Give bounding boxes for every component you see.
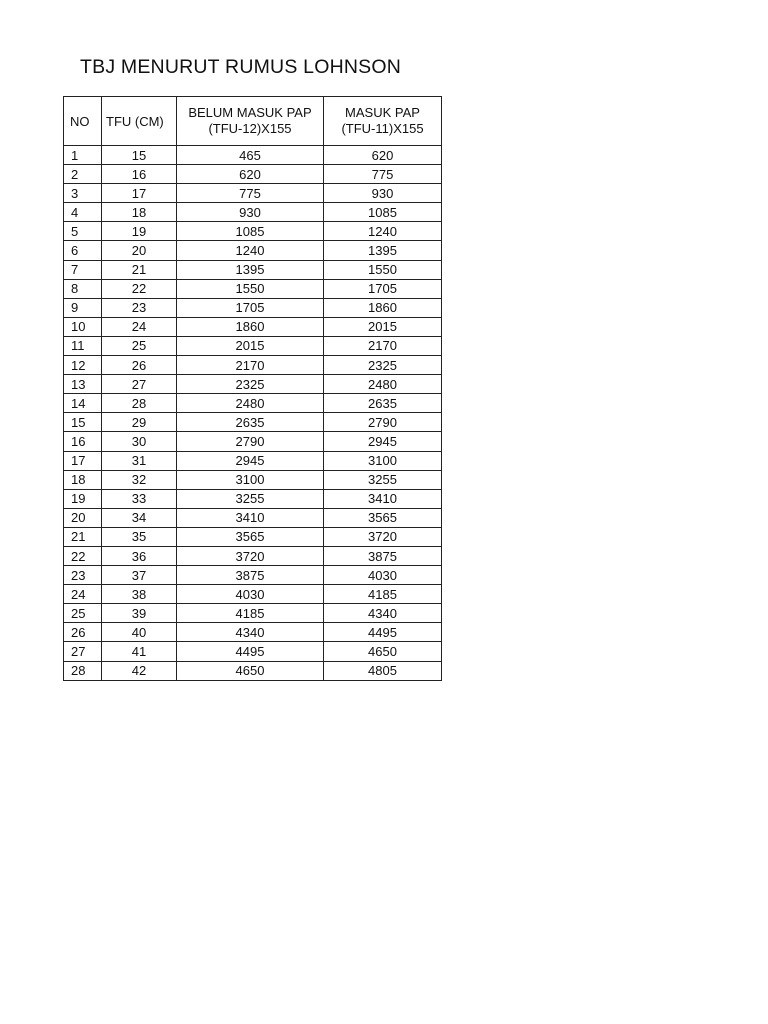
tbj-table: [63, 96, 442, 681]
no-cell: 11: [64, 336, 102, 355]
table-row: [64, 184, 442, 203]
belum-masuk-pap-cell: 2790: [177, 432, 324, 451]
table-row: [64, 470, 442, 489]
no-cell: 4: [64, 203, 102, 222]
table-row: [64, 356, 442, 375]
belum-masuk-pap-cell: 1550: [177, 279, 324, 298]
belum-masuk-pap-cell: 4185: [177, 604, 324, 623]
no-cell: 17: [64, 451, 102, 470]
belum-masuk-pap-cell: 4340: [177, 623, 324, 642]
belum-masuk-pap-cell: 465: [177, 146, 324, 165]
tfu-cell: 39: [102, 604, 177, 623]
masuk-pap-cell: 4805: [324, 661, 442, 680]
belum-masuk-pap-cell: 2480: [177, 394, 324, 413]
tfu-cell: 16: [102, 165, 177, 184]
table-header: [64, 97, 442, 146]
header-belum-masuk-pap: [177, 97, 324, 146]
no-cell: 22: [64, 546, 102, 565]
no-cell: 9: [64, 298, 102, 317]
no-cell: 13: [64, 375, 102, 394]
masuk-pap-cell: 4185: [324, 585, 442, 604]
table-row: [64, 527, 442, 546]
no-cell: 16: [64, 432, 102, 451]
table-row: [64, 546, 442, 565]
tfu-cell: 24: [102, 317, 177, 336]
page-title: TBJ MENURUT RUMUS LOHNSON: [80, 56, 401, 78]
belum-masuk-pap-cell: 1860: [177, 317, 324, 336]
tfu-cell: 29: [102, 413, 177, 432]
table-row: [64, 241, 442, 260]
belum-masuk-pap-cell: 3720: [177, 546, 324, 565]
tfu-cell: 22: [102, 279, 177, 298]
table-row: [64, 661, 442, 680]
tfu-cell: 15: [102, 146, 177, 165]
table-row: [64, 432, 442, 451]
no-cell: 2: [64, 165, 102, 184]
table-row: [64, 165, 442, 184]
masuk-pap-cell: 1395: [324, 241, 442, 260]
header-masuk-line2: (TFU-11)X155: [341, 121, 424, 136]
masuk-pap-cell: 620: [324, 146, 442, 165]
masuk-pap-cell: 1085: [324, 203, 442, 222]
no-cell: 24: [64, 585, 102, 604]
table-row: [64, 222, 442, 241]
table-row: [64, 317, 442, 336]
table-row: [64, 146, 442, 165]
tfu-cell: 19: [102, 222, 177, 241]
belum-masuk-pap-cell: 1085: [177, 222, 324, 241]
masuk-pap-cell: 3565: [324, 508, 442, 527]
masuk-pap-cell: 3410: [324, 489, 442, 508]
belum-masuk-pap-cell: 2635: [177, 413, 324, 432]
header-no: NO: [64, 97, 102, 146]
belum-masuk-pap-cell: 2945: [177, 451, 324, 470]
masuk-pap-cell: 2945: [324, 432, 442, 451]
table-row: [64, 279, 442, 298]
tfu-cell: 31: [102, 451, 177, 470]
masuk-pap-cell: 2480: [324, 375, 442, 394]
tfu-cell: 32: [102, 470, 177, 489]
masuk-pap-cell: 1240: [324, 222, 442, 241]
tfu-cell: 18: [102, 203, 177, 222]
no-cell: 26: [64, 623, 102, 642]
masuk-pap-cell: 4030: [324, 566, 442, 585]
belum-masuk-pap-cell: 2325: [177, 375, 324, 394]
table-row: [64, 451, 442, 470]
header-tfu: TFU (CM): [102, 97, 177, 146]
masuk-pap-cell: 3875: [324, 546, 442, 565]
belum-masuk-pap-cell: 775: [177, 184, 324, 203]
masuk-pap-cell: 2325: [324, 356, 442, 375]
masuk-pap-cell: 1860: [324, 298, 442, 317]
tfu-cell: 41: [102, 642, 177, 661]
masuk-pap-cell: 1550: [324, 260, 442, 279]
no-cell: 7: [64, 260, 102, 279]
masuk-pap-cell: 3720: [324, 527, 442, 546]
tfu-cell: 42: [102, 661, 177, 680]
belum-masuk-pap-cell: 4650: [177, 661, 324, 680]
no-cell: 28: [64, 661, 102, 680]
masuk-pap-cell: 930: [324, 184, 442, 203]
tfu-cell: 33: [102, 489, 177, 508]
no-cell: 15: [64, 413, 102, 432]
header-belum-line2: (TFU-12)X155: [208, 121, 292, 136]
no-cell: 18: [64, 470, 102, 489]
tfu-cell: 35: [102, 527, 177, 546]
table-row: [64, 623, 442, 642]
no-cell: 3: [64, 184, 102, 203]
no-cell: 20: [64, 508, 102, 527]
no-cell: 27: [64, 642, 102, 661]
no-cell: 8: [64, 279, 102, 298]
belum-masuk-pap-cell: 3875: [177, 566, 324, 585]
belum-masuk-pap-cell: 930: [177, 203, 324, 222]
tfu-cell: 23: [102, 298, 177, 317]
belum-masuk-pap-cell: 2170: [177, 356, 324, 375]
table-row: [64, 336, 442, 355]
table-row: [64, 298, 442, 317]
tfu-cell: 34: [102, 508, 177, 527]
belum-masuk-pap-cell: 2015: [177, 336, 324, 355]
table-row: [64, 413, 442, 432]
masuk-pap-cell: 2170: [324, 336, 442, 355]
header-masuk-pap: [324, 97, 442, 146]
header-belum-line1: BELUM MASUK PAP: [188, 105, 312, 120]
tfu-cell: 26: [102, 356, 177, 375]
no-cell: 12: [64, 356, 102, 375]
table-row: [64, 566, 442, 585]
no-cell: 14: [64, 394, 102, 413]
tfu-cell: 20: [102, 241, 177, 260]
tfu-cell: 28: [102, 394, 177, 413]
no-cell: 5: [64, 222, 102, 241]
table-header-row: [64, 97, 442, 146]
masuk-pap-cell: 2790: [324, 413, 442, 432]
tfu-cell: 36: [102, 546, 177, 565]
belum-masuk-pap-cell: 4495: [177, 642, 324, 661]
belum-masuk-pap-cell: 1395: [177, 260, 324, 279]
belum-masuk-pap-cell: 4030: [177, 585, 324, 604]
belum-masuk-pap-cell: 3100: [177, 470, 324, 489]
table-row: [64, 260, 442, 279]
belum-masuk-pap-cell: 3565: [177, 527, 324, 546]
masuk-pap-cell: 2015: [324, 317, 442, 336]
table-row: [64, 508, 442, 527]
belum-masuk-pap-cell: 620: [177, 165, 324, 184]
tfu-cell: 17: [102, 184, 177, 203]
tfu-cell: 30: [102, 432, 177, 451]
no-cell: 19: [64, 489, 102, 508]
no-cell: 6: [64, 241, 102, 260]
belum-masuk-pap-cell: 3410: [177, 508, 324, 527]
masuk-pap-cell: 4340: [324, 604, 442, 623]
tfu-cell: 38: [102, 585, 177, 604]
table-row: [64, 585, 442, 604]
no-cell: 1: [64, 146, 102, 165]
table-body: [64, 146, 442, 681]
table-row: [64, 203, 442, 222]
belum-masuk-pap-cell: 1240: [177, 241, 324, 260]
table-row: [64, 642, 442, 661]
table-row: [64, 394, 442, 413]
tfu-cell: 27: [102, 375, 177, 394]
tfu-cell: 21: [102, 260, 177, 279]
tfu-cell: 25: [102, 336, 177, 355]
masuk-pap-cell: 775: [324, 165, 442, 184]
table-row: [64, 375, 442, 394]
header-masuk-line1: MASUK PAP: [345, 105, 420, 120]
masuk-pap-cell: 2635: [324, 394, 442, 413]
masuk-pap-cell: 3255: [324, 470, 442, 489]
masuk-pap-cell: 4650: [324, 642, 442, 661]
no-cell: 25: [64, 604, 102, 623]
no-cell: 23: [64, 566, 102, 585]
table-row: [64, 489, 442, 508]
no-cell: 10: [64, 317, 102, 336]
tfu-cell: 37: [102, 566, 177, 585]
table-row: [64, 604, 442, 623]
masuk-pap-cell: 1705: [324, 279, 442, 298]
belum-masuk-pap-cell: 1705: [177, 298, 324, 317]
belum-masuk-pap-cell: 3255: [177, 489, 324, 508]
masuk-pap-cell: 4495: [324, 623, 442, 642]
tfu-cell: 40: [102, 623, 177, 642]
masuk-pap-cell: 3100: [324, 451, 442, 470]
no-cell: 21: [64, 527, 102, 546]
